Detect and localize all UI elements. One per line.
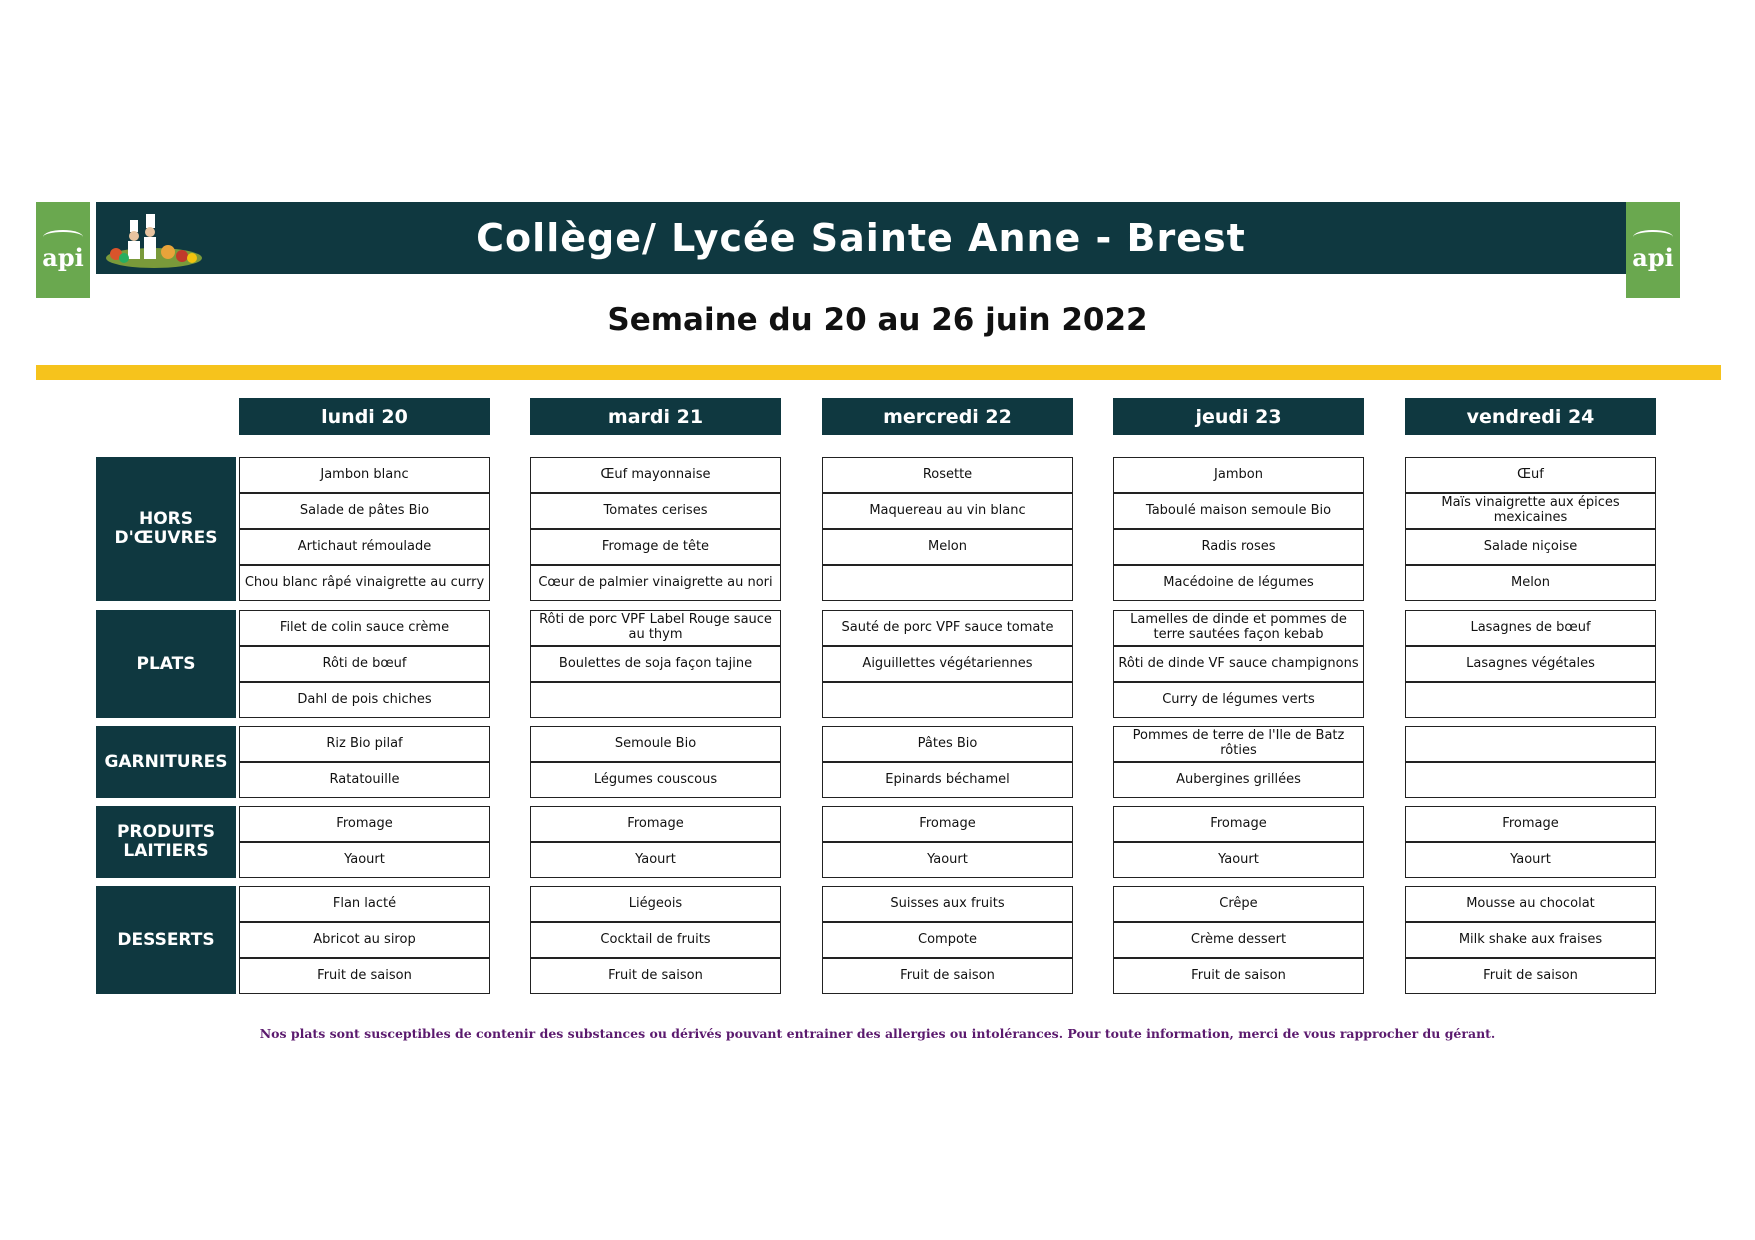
- menu-cell: Riz Bio pilaf: [239, 726, 490, 762]
- menu-cell: Cocktail de fruits: [530, 922, 781, 958]
- menu-cell: Salade de pâtes Bio: [239, 493, 490, 529]
- day-header: vendredi 24: [1405, 398, 1656, 435]
- logo-swoosh-icon: [1633, 230, 1673, 244]
- menu-cell: Melon: [822, 529, 1073, 565]
- api-logo-left: [36, 202, 90, 298]
- logo-text: api: [1632, 243, 1674, 272]
- menu-cell: Fromage: [239, 806, 490, 842]
- menu-cell: Fruit de saison: [1113, 958, 1364, 994]
- page-title: Collège/ Lycée Sainte Anne - Brest: [476, 216, 1246, 260]
- category-label: PLATS: [96, 610, 236, 718]
- menu-cell: Semoule Bio: [530, 726, 781, 762]
- menu-cell: Lamelles de dinde et pommes de terre sautées façon kebab: [1113, 610, 1364, 646]
- menu-cell: Rôti de bœuf: [239, 646, 490, 682]
- menu-cell: Yaourt: [239, 842, 490, 878]
- menu-cell: Pommes de terre de l'Ile de Batz rôties: [1113, 726, 1364, 762]
- api-logo-right: [1626, 202, 1680, 298]
- menu-cell: [822, 565, 1073, 601]
- menu-cell: Cœur de palmier vinaigrette au nori: [530, 565, 781, 601]
- menu-cell: Yaourt: [1113, 842, 1364, 878]
- menu-cell: Mousse au chocolat: [1405, 886, 1656, 922]
- menu-cell: Jambon: [1113, 457, 1364, 493]
- menu-cell: Rosette: [822, 457, 1073, 493]
- day-header: mardi 21: [530, 398, 781, 435]
- menu-cell: Fromage: [1113, 806, 1364, 842]
- menu-cell: Fruit de saison: [239, 958, 490, 994]
- header-banner: [96, 202, 1626, 274]
- menu-cell: [530, 682, 781, 718]
- menu-cell: Filet de colin sauce crème: [239, 610, 490, 646]
- menu-cell: Pâtes Bio: [822, 726, 1073, 762]
- menu-cell: Boulettes de soja façon tajine: [530, 646, 781, 682]
- logo-swoosh-icon: [43, 230, 83, 244]
- menu-cell: [1405, 762, 1656, 798]
- menu-cell: Epinards béchamel: [822, 762, 1073, 798]
- accent-divider: [36, 365, 1721, 380]
- menu-cell: Yaourt: [822, 842, 1073, 878]
- menu-cell: Radis roses: [1113, 529, 1364, 565]
- menu-cell: Abricot au sirop: [239, 922, 490, 958]
- menu-cell: Macédoine de légumes: [1113, 565, 1364, 601]
- menu-cell: Œuf mayonnaise: [530, 457, 781, 493]
- menu-cell: Lasagnes végétales: [1405, 646, 1656, 682]
- menu-cell: Aubergines grillées: [1113, 762, 1364, 798]
- menu-cell: Taboulé maison semoule Bio: [1113, 493, 1364, 529]
- menu-cell: Melon: [1405, 565, 1656, 601]
- menu-cell: Artichaut rémoulade: [239, 529, 490, 565]
- menu-cell: [1405, 682, 1656, 718]
- menu-cell: Crème dessert: [1113, 922, 1364, 958]
- menu-cell: Compote: [822, 922, 1073, 958]
- menu-cell: [1405, 726, 1656, 762]
- menu-cell: Yaourt: [530, 842, 781, 878]
- menu-cell: Fromage: [1405, 806, 1656, 842]
- day-header: mercredi 22: [822, 398, 1073, 435]
- menu-cell: Maïs vinaigrette aux épices mexicaines: [1405, 493, 1656, 529]
- menu-cell: Milk shake aux fraises: [1405, 922, 1656, 958]
- menu-cell: Fruit de saison: [530, 958, 781, 994]
- day-header: jeudi 23: [1113, 398, 1364, 435]
- menu-cell: Jambon blanc: [239, 457, 490, 493]
- menu-cell: Fromage de tête: [530, 529, 781, 565]
- allergen-notice: Nos plats sont susceptibles de contenir des substances ou dérivés pouvant entrainer des allergies ou intolérances. Pour toute information, merci de vous rapprocher du gérant.: [259, 1026, 1496, 1041]
- menu-cell: Lasagnes de bœuf: [1405, 610, 1656, 646]
- category-label: GARNITURES: [96, 726, 236, 798]
- menu-cell: Salade niçoise: [1405, 529, 1656, 565]
- category-label: PRODUITS LAITIERS: [96, 806, 236, 878]
- menu-cell: Œuf: [1405, 457, 1656, 493]
- menu-cell: Crêpe: [1113, 886, 1364, 922]
- menu-cell: Fruit de saison: [1405, 958, 1656, 994]
- menu-cell: Légumes couscous: [530, 762, 781, 798]
- category-label: HORS D'ŒUVRES: [96, 457, 236, 601]
- menu-cell: Liégeois: [530, 886, 781, 922]
- menu-cell: Suisses aux fruits: [822, 886, 1073, 922]
- menu-cell: Aiguillettes végétariennes: [822, 646, 1073, 682]
- menu-cell: Maquereau au vin blanc: [822, 493, 1073, 529]
- week-subtitle: Semaine du 20 au 26 juin 2022: [607, 302, 1148, 338]
- menu-cell: Flan lacté: [239, 886, 490, 922]
- category-label: DESSERTS: [96, 886, 236, 994]
- logo-text: api: [42, 243, 84, 272]
- chefs-illustration-icon: [104, 212, 204, 268]
- menu-cell: Rôti de dinde VF sauce champignons: [1113, 646, 1364, 682]
- menu-cell: Chou blanc râpé vinaigrette au curry: [239, 565, 490, 601]
- menu-cell: Sauté de porc VPF sauce tomate: [822, 610, 1073, 646]
- menu-cell: Yaourt: [1405, 842, 1656, 878]
- menu-cell: Tomates cerises: [530, 493, 781, 529]
- menu-cell: Fromage: [822, 806, 1073, 842]
- menu-cell: Fruit de saison: [822, 958, 1073, 994]
- menu-cell: Curry de légumes verts: [1113, 682, 1364, 718]
- menu-cell: Rôti de porc VPF Label Rouge sauce au thym: [530, 610, 781, 646]
- menu-cell: [822, 682, 1073, 718]
- menu-cell: Fromage: [530, 806, 781, 842]
- menu-cell: Dahl de pois chiches: [239, 682, 490, 718]
- day-header: lundi 20: [239, 398, 490, 435]
- menu-cell: Ratatouille: [239, 762, 490, 798]
